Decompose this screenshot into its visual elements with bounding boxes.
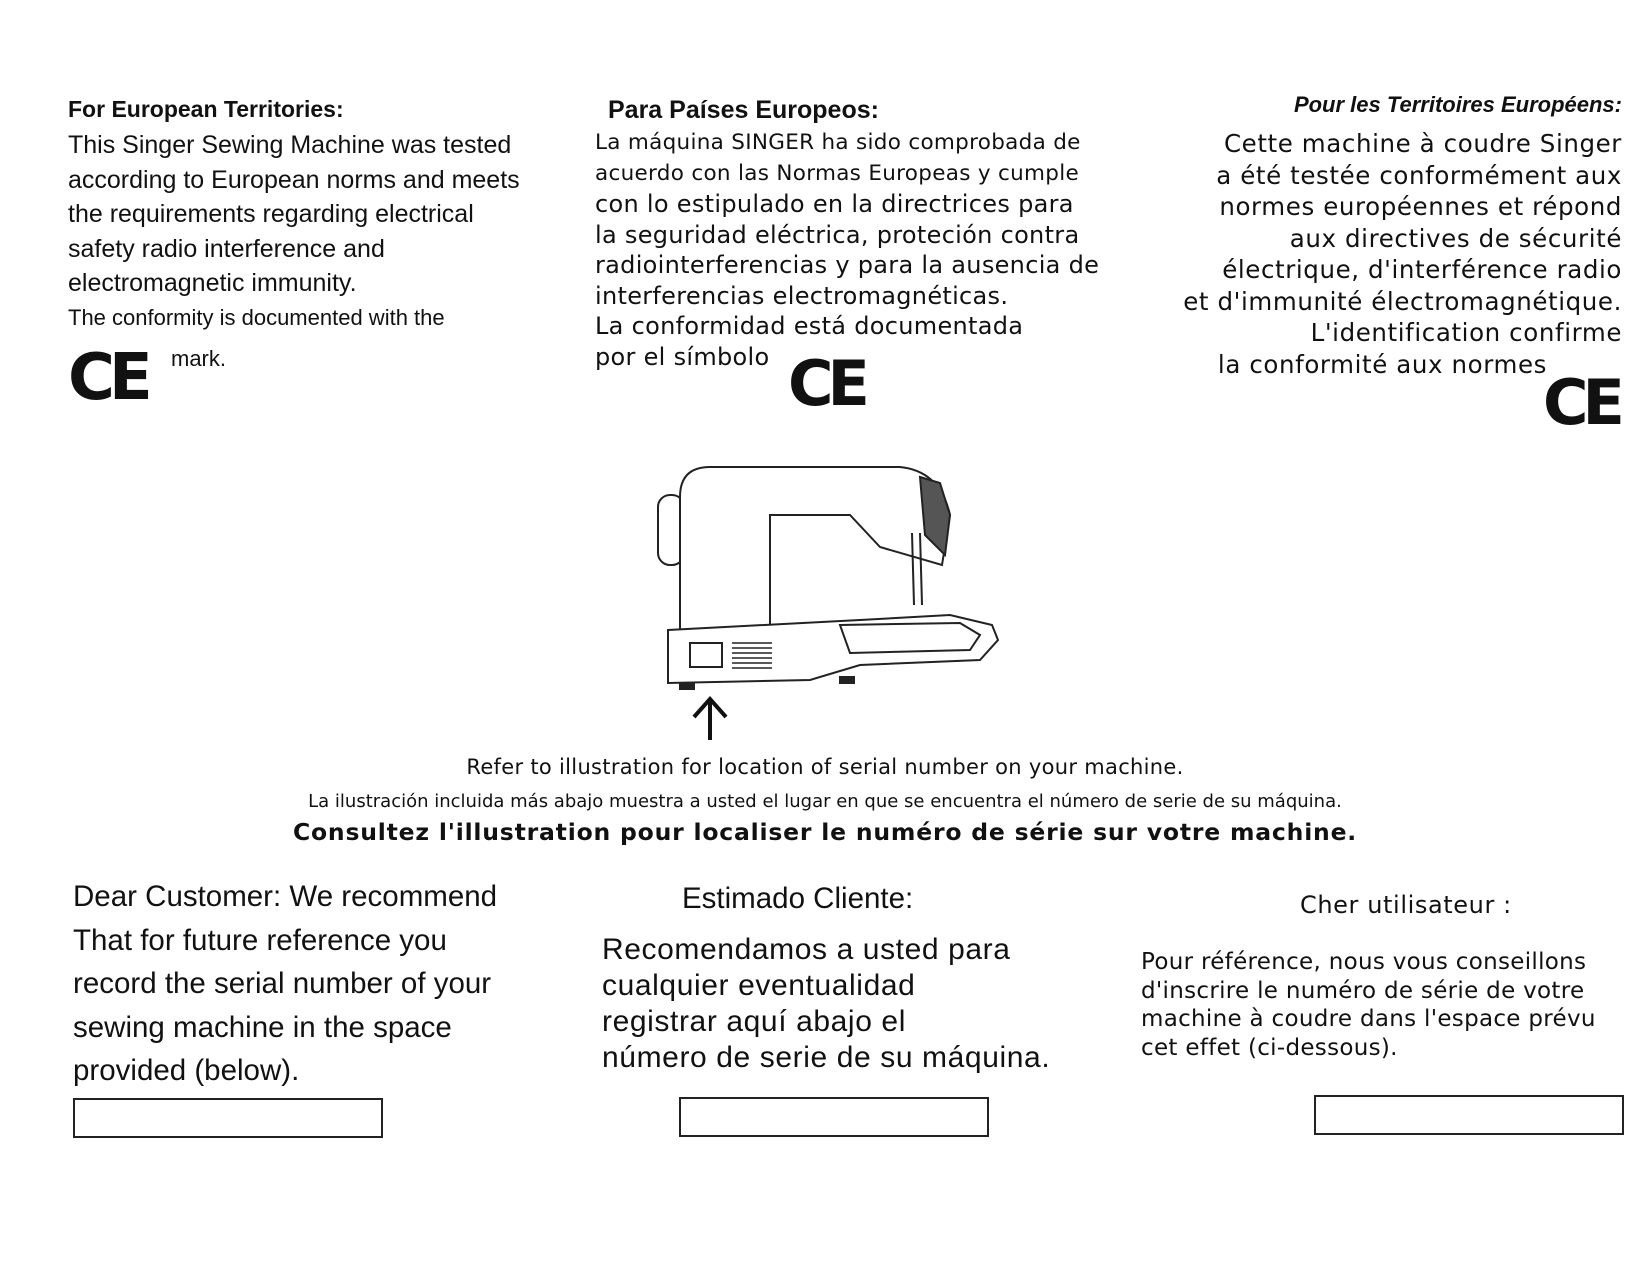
french-line: L'identification confirme — [1310, 318, 1622, 347]
dear-es-line: número de serie de su máquina. — [602, 1041, 1051, 1074]
dear-customer-spanish-title: Estimado Cliente: — [682, 882, 914, 915]
dear-en-line: sewing machine in the space — [73, 1010, 452, 1044]
english-line: This Singer Sewing Machine was tested — [68, 131, 512, 159]
serial-number-field-english[interactable] — [73, 1098, 383, 1138]
english-mark-word: mark. — [171, 346, 226, 371]
dear-customer-english — [73, 875, 573, 1093]
english-conformity: The conformity is documented with the — [68, 304, 445, 330]
english-line: electromagnetic immunity. — [68, 269, 357, 297]
french-line: la conformité aux normes — [1217, 349, 1547, 379]
dear-fr-line: Pour référence, nous vous conseillons — [1141, 949, 1587, 975]
french-line: et d'immunité électromagnétique. — [1183, 286, 1622, 316]
english-line: according to European norms and meets — [68, 165, 520, 194]
sewing-machine-illustration — [650, 455, 1010, 745]
french-line: aux directives de sécurité — [1289, 223, 1622, 253]
dear-en-line: record the serial number of your — [73, 967, 492, 1000]
serial-number-field-french[interactable] — [1314, 1095, 1624, 1135]
spanish-line: por el símbolo — [595, 342, 770, 371]
dear-fr-line: cet effet (ci-dessous). — [1141, 1034, 1398, 1061]
french-body — [1102, 128, 1622, 380]
dear-customer-spanish — [602, 932, 1122, 1076]
spanish-line: la seguridad eléctrica, proteción contra — [595, 220, 1080, 249]
dear-fr-line: d'inscrire le numéro de série de votre — [1141, 977, 1585, 1004]
english-body — [68, 128, 588, 335]
ce-mark-spanish: CE — [788, 347, 864, 420]
ce-mark-english: CE — [68, 341, 147, 415]
dear-en-line: Dear Customer: We recommend — [73, 880, 498, 913]
spanish-line: interferencias electromagnéticas. — [595, 281, 1009, 310]
french-line: a été testée conformément aux — [1216, 160, 1622, 190]
dear-es-line: registrar aquí abajo el — [602, 1005, 906, 1038]
english-title: For European Territories: — [68, 96, 344, 122]
english-line: the requirements regarding electrical — [68, 200, 474, 228]
spanish-line: acuerdo con las Normas Europeas y cumple — [595, 160, 1080, 186]
spanish-title: Para Países Europeos: — [608, 96, 879, 124]
spanish-line: La máquina SINGER ha sido comprobada de — [595, 130, 1081, 155]
english-line: safety radio interference and — [68, 234, 385, 263]
dear-fr-line: machine à coudre dans l'espace prévu — [1141, 1006, 1596, 1032]
ce-mark-french: CE — [1543, 366, 1619, 439]
spanish-line: radiointerferencias y para la ausencia de — [595, 251, 1100, 279]
serial-number-field-spanish[interactable] — [679, 1097, 989, 1137]
dear-es-line: cualquier eventualidad — [602, 969, 916, 1002]
french-title: Pour les Territoires Européens: — [1293, 92, 1622, 117]
serial-note-spanish: La ilustración incluida más abajo muestra a usted el lugar en que se encuentra el número de serie de su máquina. — [308, 791, 1342, 812]
serial-note-english: Refer to illustration for location of serial number on your machine. — [466, 755, 1184, 779]
dear-customer-french-title: Cher utilisateur : — [1300, 891, 1512, 919]
dear-en-line: provided (below). — [73, 1054, 300, 1087]
french-line: normes européennes et répond — [1219, 192, 1622, 221]
spanish-line: La conformidad está documentada — [595, 312, 1024, 340]
serial-note-french: Consultez l'illustration pour localiser le numéro de série sur votre machine. — [292, 818, 1358, 846]
french-line: Cette machine à coudre Singer — [1223, 129, 1622, 158]
dear-en-line: That for future reference you — [73, 923, 447, 957]
spanish-body — [595, 128, 1155, 372]
dear-customer-french — [1141, 948, 1650, 1062]
spanish-line: con lo estipulado en la directrices para — [595, 190, 1074, 218]
dear-es-line: Recomendamos a usted para — [602, 933, 1011, 966]
french-line: électrique, d'interférence radio — [1222, 255, 1622, 284]
